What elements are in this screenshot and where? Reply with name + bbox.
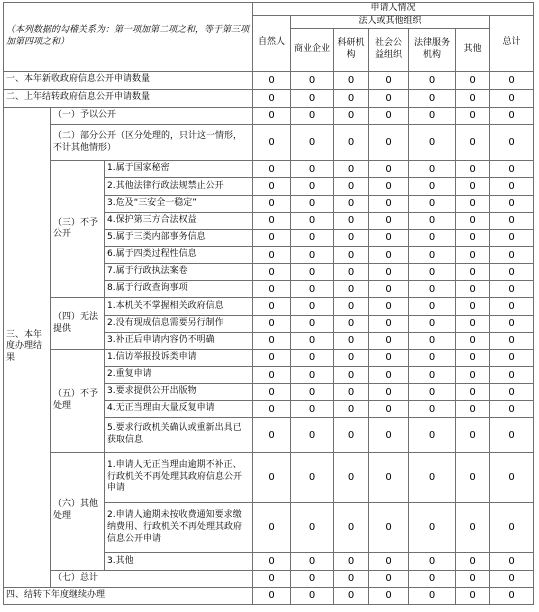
cell-value: 0 <box>490 264 534 281</box>
cell-value: 0 <box>409 264 456 281</box>
cell-value: 0 <box>409 452 456 502</box>
cell-value: 0 <box>253 89 291 107</box>
cell-value: 0 <box>369 89 409 107</box>
header-legal-service: 法律服务机构 <box>409 29 456 71</box>
cell-value: 0 <box>253 401 291 418</box>
cell-value: 0 <box>369 281 409 298</box>
cell-value: 0 <box>456 212 490 229</box>
cell-value: 0 <box>490 452 534 502</box>
cell-value: 0 <box>253 366 291 383</box>
cell-value: 0 <box>291 553 334 570</box>
cell-value: 0 <box>334 315 369 332</box>
cell-value: 0 <box>490 418 534 452</box>
cell-value: 0 <box>369 161 409 178</box>
cell-value: 0 <box>291 298 334 315</box>
cell-value: 0 <box>456 178 490 195</box>
cell-value: 0 <box>369 298 409 315</box>
cell-value: 0 <box>291 401 334 418</box>
cell-value: 0 <box>490 161 534 178</box>
cell-value: 0 <box>409 384 456 401</box>
cell-value: 0 <box>334 332 369 349</box>
cell-value: 0 <box>456 195 490 212</box>
cell-value: 0 <box>490 246 534 263</box>
row-label: 3.补正后申请内容仍不明确 <box>105 332 253 349</box>
cell-value: 0 <box>253 195 291 212</box>
cell-value: 0 <box>409 503 456 553</box>
row-label: 2.重复申请 <box>105 366 253 383</box>
row-label: 8.属于行政查询事项 <box>105 281 253 298</box>
cell-value: 0 <box>490 107 534 124</box>
cell-value: 0 <box>253 349 291 366</box>
cell-value: 0 <box>334 553 369 570</box>
header-natural-person: 自然人 <box>253 16 291 71</box>
cell-value: 0 <box>334 161 369 178</box>
cell-value: 0 <box>334 229 369 246</box>
group-results: 三、本年度办理结果 <box>4 107 51 587</box>
cell-value: 0 <box>334 71 369 89</box>
cell-value: 0 <box>253 452 291 502</box>
cell-value: 0 <box>334 503 369 553</box>
cell-value: 0 <box>253 212 291 229</box>
cell-value: 0 <box>490 503 534 553</box>
cell-value: 0 <box>253 161 291 178</box>
cell-value: 0 <box>490 366 534 383</box>
cell-value: 0 <box>334 401 369 418</box>
cell-value: 0 <box>291 452 334 502</box>
cell-value: 0 <box>490 195 534 212</box>
cell-value: 0 <box>291 366 334 383</box>
cell-value: 0 <box>456 124 490 160</box>
cell-value: 0 <box>253 178 291 195</box>
cell-value: 0 <box>490 553 534 570</box>
cell-value: 0 <box>291 281 334 298</box>
cell-value: 0 <box>490 124 534 160</box>
cell-value: 0 <box>291 107 334 124</box>
cell-value: 0 <box>409 71 456 89</box>
row-label: 二、上年结转政府信息公开申请数量 <box>4 89 253 107</box>
cell-value: 0 <box>334 452 369 502</box>
cell-value: 0 <box>456 570 490 587</box>
cell-value: 0 <box>409 349 456 366</box>
cell-value: 0 <box>409 212 456 229</box>
cell-value: 0 <box>456 89 490 107</box>
cell-value: 0 <box>490 401 534 418</box>
cell-value: 0 <box>334 195 369 212</box>
cell-value: 0 <box>334 366 369 383</box>
cell-value: 0 <box>490 89 534 107</box>
cell-value: 0 <box>409 107 456 124</box>
cell-value: 0 <box>490 178 534 195</box>
cell-value: 0 <box>409 418 456 452</box>
cell-value: 0 <box>490 349 534 366</box>
row-label: （一）予以公开 <box>51 107 253 124</box>
cell-value: 0 <box>409 281 456 298</box>
cell-value: 0 <box>253 107 291 124</box>
cell-value: 0 <box>409 553 456 570</box>
cell-value: 0 <box>291 384 334 401</box>
cell-value: 0 <box>456 366 490 383</box>
cell-value: 0 <box>334 298 369 315</box>
cell-value: 0 <box>334 246 369 263</box>
cell-value: 0 <box>490 298 534 315</box>
row-label: 2.申请人逾期未按收费通知要求缴纳费用、行政机关不再处理其政府信息公开申请 <box>105 503 253 553</box>
cell-value: 0 <box>409 587 456 604</box>
cell-value: 0 <box>369 178 409 195</box>
cell-value: 0 <box>253 298 291 315</box>
cell-value: 0 <box>456 452 490 502</box>
group-not-handle: （五）不予处理 <box>51 349 105 452</box>
cell-value: 0 <box>369 315 409 332</box>
row-label: 1.属于国家秘密 <box>105 161 253 178</box>
cell-value: 0 <box>456 587 490 604</box>
cell-value: 0 <box>490 281 534 298</box>
cell-value: 0 <box>369 503 409 553</box>
cell-value: 0 <box>369 401 409 418</box>
cell-value: 0 <box>409 246 456 263</box>
cell-value: 0 <box>291 349 334 366</box>
cell-value: 0 <box>334 89 369 107</box>
cell-value: 0 <box>409 195 456 212</box>
cell-value: 0 <box>490 71 534 89</box>
header-business: 商业企业 <box>291 29 334 71</box>
cell-value: 0 <box>369 553 409 570</box>
row-label: 1.本机关不掌握相关政府信息 <box>105 298 253 315</box>
cell-value: 0 <box>456 107 490 124</box>
cell-value: 0 <box>369 71 409 89</box>
cell-value: 0 <box>253 71 291 89</box>
cell-value: 0 <box>334 264 369 281</box>
cell-value: 0 <box>291 71 334 89</box>
cell-value: 0 <box>409 570 456 587</box>
cell-value: 0 <box>253 332 291 349</box>
cell-value: 0 <box>369 332 409 349</box>
cell-value: 0 <box>490 315 534 332</box>
cell-value: 0 <box>291 246 334 263</box>
row-label: 6.属于四类过程性信息 <box>105 246 253 263</box>
cell-value: 0 <box>409 124 456 160</box>
cell-value: 0 <box>456 71 490 89</box>
cell-value: 0 <box>456 281 490 298</box>
cell-value: 0 <box>253 246 291 263</box>
cell-value: 0 <box>253 229 291 246</box>
cell-value: 0 <box>334 418 369 452</box>
cell-value: 0 <box>369 124 409 160</box>
cell-value: 0 <box>334 124 369 160</box>
cell-value: 0 <box>334 587 369 604</box>
row-label: 四、结转下年度继续办理 <box>4 587 253 604</box>
cell-value: 0 <box>409 366 456 383</box>
header-legal-group: 法人或其他组织 <box>291 16 490 29</box>
cell-value: 0 <box>253 124 291 160</box>
cell-value: 0 <box>409 229 456 246</box>
cell-value: 0 <box>456 349 490 366</box>
cell-value: 0 <box>490 229 534 246</box>
cell-value: 0 <box>456 298 490 315</box>
header-research: 科研机构 <box>334 29 369 71</box>
row-label: 一、本年新收政府信息公开申请数量 <box>4 71 253 89</box>
cell-value: 0 <box>456 553 490 570</box>
cell-value: 0 <box>369 212 409 229</box>
row-label: （七）总计 <box>51 570 253 587</box>
cell-value: 0 <box>456 418 490 452</box>
cell-value: 0 <box>291 212 334 229</box>
cell-value: 0 <box>409 298 456 315</box>
disclosure-statistics-table <box>3 2 534 605</box>
row-label: 2.其他法律行政法规禁止公开 <box>105 178 253 195</box>
row-label: 4.保护第三方合法权益 <box>105 212 253 229</box>
header-social: 社会公益组织 <box>369 29 409 71</box>
cell-value: 0 <box>291 570 334 587</box>
cell-value: 0 <box>291 332 334 349</box>
row-label: 3.要求提供公开出版物 <box>105 384 253 401</box>
cell-value: 0 <box>253 503 291 553</box>
header-total: 总计 <box>490 16 534 71</box>
cell-value: 0 <box>253 281 291 298</box>
cell-value: 0 <box>334 107 369 124</box>
cell-value: 0 <box>253 553 291 570</box>
cell-value: 0 <box>291 503 334 553</box>
cell-value: 0 <box>490 384 534 401</box>
row-label: 4.无正当理由大量反复申请 <box>105 401 253 418</box>
cell-value: 0 <box>490 332 534 349</box>
cell-value: 0 <box>369 229 409 246</box>
header-note: （本列数据的勾稽关系为：第一项加第二项之和，等于第三项加第四项之和） <box>4 3 253 72</box>
cell-value: 0 <box>253 384 291 401</box>
cell-value: 0 <box>291 178 334 195</box>
row-label: 1.申请人无正当理由逾期不补正、行政机关不再处理其政府信息公开申请 <box>105 452 253 502</box>
cell-value: 0 <box>369 384 409 401</box>
cell-value: 0 <box>369 264 409 281</box>
row-label: 5.要求行政机关确认或重新出具已获取信息 <box>105 418 253 452</box>
cell-value: 0 <box>409 332 456 349</box>
cell-value: 0 <box>409 315 456 332</box>
cell-value: 0 <box>409 89 456 107</box>
group-not-open: （三）不予公开 <box>51 161 105 298</box>
group-other-handle: （六）其他处理 <box>51 452 105 570</box>
cell-value: 0 <box>334 178 369 195</box>
cell-value: 0 <box>456 246 490 263</box>
cell-value: 0 <box>456 401 490 418</box>
row-label: 7.属于行政执法案卷 <box>105 264 253 281</box>
group-unable: （四）无法提供 <box>51 298 105 349</box>
cell-value: 0 <box>291 195 334 212</box>
cell-value: 0 <box>369 246 409 263</box>
cell-value: 0 <box>456 315 490 332</box>
cell-value: 0 <box>291 124 334 160</box>
row-label: （二）部分公开（区分处理的，只计这一情形，不计其他情形） <box>51 124 253 160</box>
cell-value: 0 <box>253 264 291 281</box>
cell-value: 0 <box>409 178 456 195</box>
header-applicant: 申请人情况 <box>253 3 534 16</box>
row-label: 2.没有现成信息需要另行制作 <box>105 315 253 332</box>
cell-value: 0 <box>490 212 534 229</box>
cell-value: 0 <box>253 587 291 604</box>
cell-value: 0 <box>334 570 369 587</box>
cell-value: 0 <box>291 418 334 452</box>
cell-value: 0 <box>456 264 490 281</box>
row-label: 3.其他 <box>105 553 253 570</box>
row-label: 5.属于三类内部事务信息 <box>105 229 253 246</box>
cell-value: 0 <box>253 418 291 452</box>
cell-value: 0 <box>369 587 409 604</box>
cell-value: 0 <box>291 264 334 281</box>
row-label: 3.危及“三安全一稳定” <box>105 195 253 212</box>
cell-value: 0 <box>253 570 291 587</box>
row-label: 1.信访举报投诉类申请 <box>105 349 253 366</box>
cell-value: 0 <box>291 315 334 332</box>
cell-value: 0 <box>334 212 369 229</box>
cell-value: 0 <box>456 229 490 246</box>
cell-value: 0 <box>369 107 409 124</box>
cell-value: 0 <box>334 349 369 366</box>
cell-value: 0 <box>291 229 334 246</box>
cell-value: 0 <box>456 384 490 401</box>
cell-value: 0 <box>369 570 409 587</box>
cell-value: 0 <box>334 281 369 298</box>
cell-value: 0 <box>334 384 369 401</box>
cell-value: 0 <box>369 452 409 502</box>
cell-value: 0 <box>369 349 409 366</box>
cell-value: 0 <box>291 587 334 604</box>
cell-value: 0 <box>409 401 456 418</box>
cell-value: 0 <box>291 161 334 178</box>
cell-value: 0 <box>253 315 291 332</box>
cell-value: 0 <box>456 332 490 349</box>
header-other: 其他 <box>456 29 490 71</box>
cell-value: 0 <box>369 418 409 452</box>
cell-value: 0 <box>456 503 490 553</box>
cell-value: 0 <box>291 89 334 107</box>
cell-value: 0 <box>409 161 456 178</box>
cell-value: 0 <box>456 161 490 178</box>
cell-value: 0 <box>369 195 409 212</box>
cell-value: 0 <box>490 587 534 604</box>
cell-value: 0 <box>369 366 409 383</box>
cell-value: 0 <box>490 570 534 587</box>
